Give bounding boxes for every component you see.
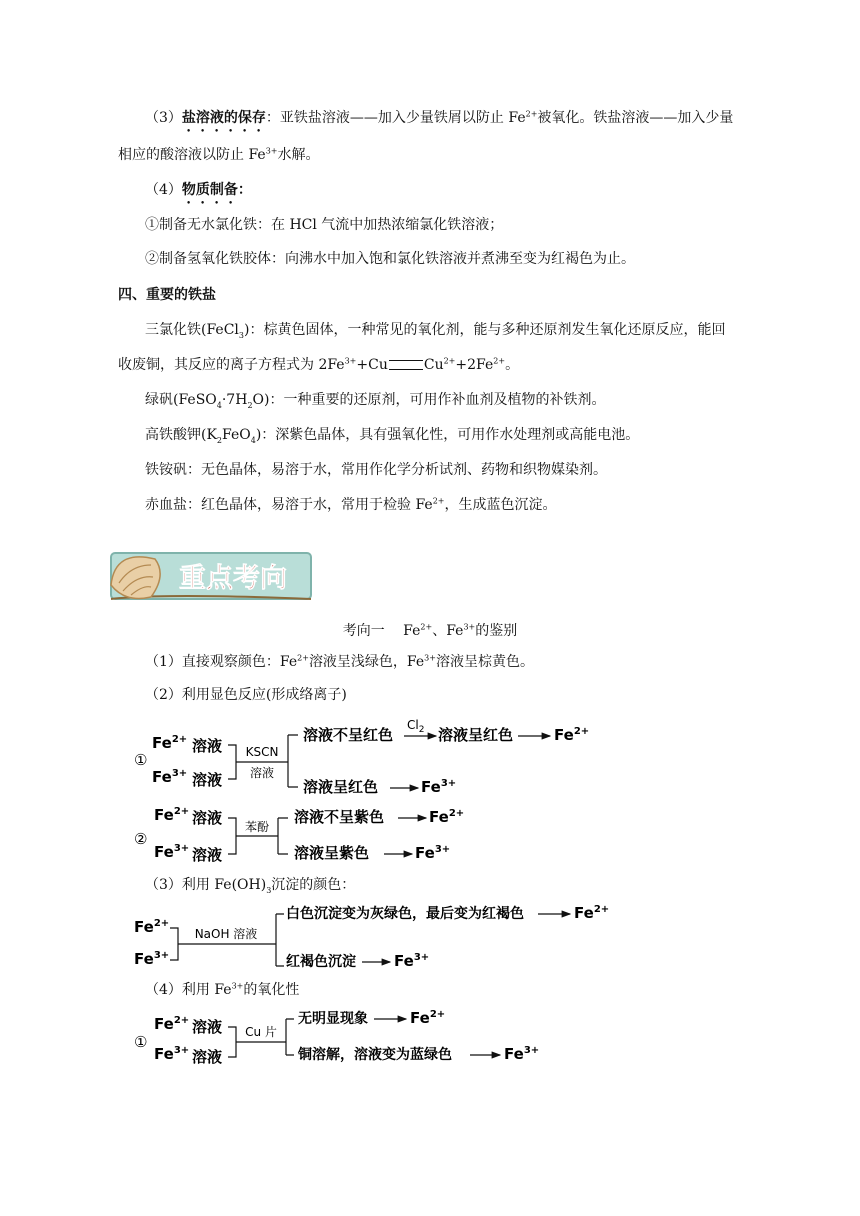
banner-title: 重点考向 (179, 563, 287, 594)
salt-storage-line2: 相应的酸溶液以防止 $Fe^{3+}$水解。 (118, 146, 320, 163)
svg-text:溶液: 溶液 (192, 846, 223, 864)
svg-text:溶液: 溶液 (192, 809, 223, 827)
method-4: （4）利用 $Fe^{3+}$的氧化性 (145, 981, 300, 998)
svg-text:苯酚: 苯酚 (244, 820, 270, 834)
svg-text:Fe3+: $Fe^{3+}$ (504, 1045, 540, 1063)
svg-text:无明显现象: 无明显现象 (298, 1011, 368, 1027)
alum-line: 铁铵矾：无色晶体，易溶于水，常用作化学分析试剂、药物和织物媒染剂。 (145, 462, 607, 478)
k2feo4-line: 高铁酸钾$(K_2FeO_4)$：深紫色晶体，具有强氧化性，可用作水处理剂或高能电池。 (145, 427, 640, 445)
diagram-number: ① (134, 1033, 148, 1051)
svg-text:KSCN: KSCN (245, 745, 279, 759)
svg-text:Fe2+: $Fe^{2+}$ (554, 726, 590, 744)
svg-text:红褐色沉淀: 红褐色沉淀 (286, 954, 356, 970)
svg-text:Fe3+: $Fe^{3+}$ (415, 844, 451, 862)
svg-text:溶液: 溶液 (192, 771, 223, 789)
svg-text:Fe2+: $Fe^{2+}$ (152, 734, 188, 752)
svg-text:铜溶解，溶液变为蓝绿色: 铜溶解，溶液变为蓝绿色 (298, 1047, 452, 1063)
feso4-line: 绿矾$(FeSO_4\cdot 7H_2O)$：一种重要的还原剂，可用作补血剂及植物的补铁剂。 (145, 392, 606, 410)
section-heading-iron-salts: 四、重要的铁盐 (118, 287, 216, 303)
topic-title: 考向一 $Fe^{2+}$、$Fe^{3+}$的鉴别 (342, 622, 518, 639)
svg-text:Fe3+: $Fe^{3+}$ (134, 950, 170, 968)
svg-text:Fe2+: $Fe^{2+}$ (574, 904, 610, 922)
svg-text:Fe2+: $Fe^{2+}$ (134, 918, 170, 936)
preparation-heading: （4）物质制备： (145, 182, 252, 198)
svg-text:溶液呈红色: 溶液呈红色 (303, 778, 379, 796)
svg-text:Fe2+: $Fe^{2+}$ (154, 1015, 190, 1033)
kscn-diagram (118, 715, 618, 800)
svg-text:Fe2+: $Fe^{2+}$ (154, 806, 190, 824)
svg-text:白色沉淀变为灰绿色，最后变为红褐色: 白色沉淀变为灰绿色，最后变为红褐色 (286, 906, 524, 922)
svg-text:Fe3+: $Fe^{3+}$ (394, 952, 430, 970)
copper-diagram (118, 1005, 638, 1077)
svg-text:Fe2+: $Fe^{2+}$ (429, 808, 465, 826)
svg-text:溶液不呈紫色: 溶液不呈紫色 (294, 808, 385, 826)
svg-text:Fe3+: $Fe^{3+}$ (421, 778, 457, 796)
diagram-number: ① (134, 751, 148, 769)
salt-storage-heading: 盐溶液的保存 (181, 110, 266, 126)
svg-text:Cu 片: Cu 片 (245, 1025, 277, 1039)
diagram-number: ② (134, 830, 148, 848)
svg-text:溶液: 溶液 (192, 737, 223, 755)
svg-text:NaOH 溶液: NaOH 溶液 (194, 927, 258, 941)
svg-text:溶液: 溶液 (192, 1018, 223, 1036)
svg-text:Fe3+: $Fe^{3+}$ (154, 1045, 190, 1063)
method-1: （1）直接观察颜色：$Fe^{2+}$溶液呈浅绿色，$Fe^{3+}$溶液呈棕黄色。 (145, 653, 534, 670)
svg-text:Fe2+: $Fe^{2+}$ (410, 1009, 446, 1027)
svg-text:溶液呈紫色: 溶液呈紫色 (294, 844, 370, 862)
svg-text:溶液呈红色: 溶液呈红色 (438, 726, 514, 744)
naoh-diagram (118, 900, 638, 972)
method-3: （3）利用 $Fe(OH)_3$沉淀的颜色： (145, 877, 356, 895)
svg-text:溶液: 溶液 (249, 766, 275, 780)
svg-text:Cl2: $Cl_2$ (407, 718, 425, 735)
equals-sign (389, 360, 423, 370)
svg-text:Fe3+: $Fe^{3+}$ (152, 768, 188, 786)
key-points-banner (105, 545, 315, 607)
svg-text:溶液: 溶液 (192, 1048, 223, 1066)
method-2: （2）利用显色反应(形成络离子) (145, 687, 347, 703)
svg-text:溶液不呈红色: 溶液不呈红色 (303, 726, 394, 744)
red-prussiate-line: 赤血盐：红色晶体，易溶于水，常用于检验 $Fe^{2+}$，生成蓝色沉淀。 (145, 496, 557, 513)
svg-text:Fe3+: $Fe^{3+}$ (154, 843, 190, 861)
prep-item-2: ②制备氢氧化铁胶体：向沸水中加入饱和氯化铁溶液并煮沸至变为红褐色为止。 (145, 251, 635, 267)
prep-item-1: ①制备无水氯化铁：在 HCl 气流中加热浓缩氯化铁溶液； (145, 217, 504, 233)
fecl3-line2: 收废铜，其反应的离子方程式为 $2Fe^{3+}+Cu$ $Cu^{2+}+2Fe^{2+}$。 (118, 356, 520, 373)
fecl3-line1: 三氯化铁(FeCl$_3$)：棕黄色固体，一种常见的氧化剂，能与多种还原剂发生氧化还原反应，能回 (145, 322, 726, 340)
phenol-diagram (118, 800, 618, 872)
salt-storage-line1: （3）盐溶液的保存：亚铁盐溶液——加入少量铁屑以防止 $Fe^{2+}$被氧化。铁盐溶液——加入少量 (145, 109, 734, 126)
